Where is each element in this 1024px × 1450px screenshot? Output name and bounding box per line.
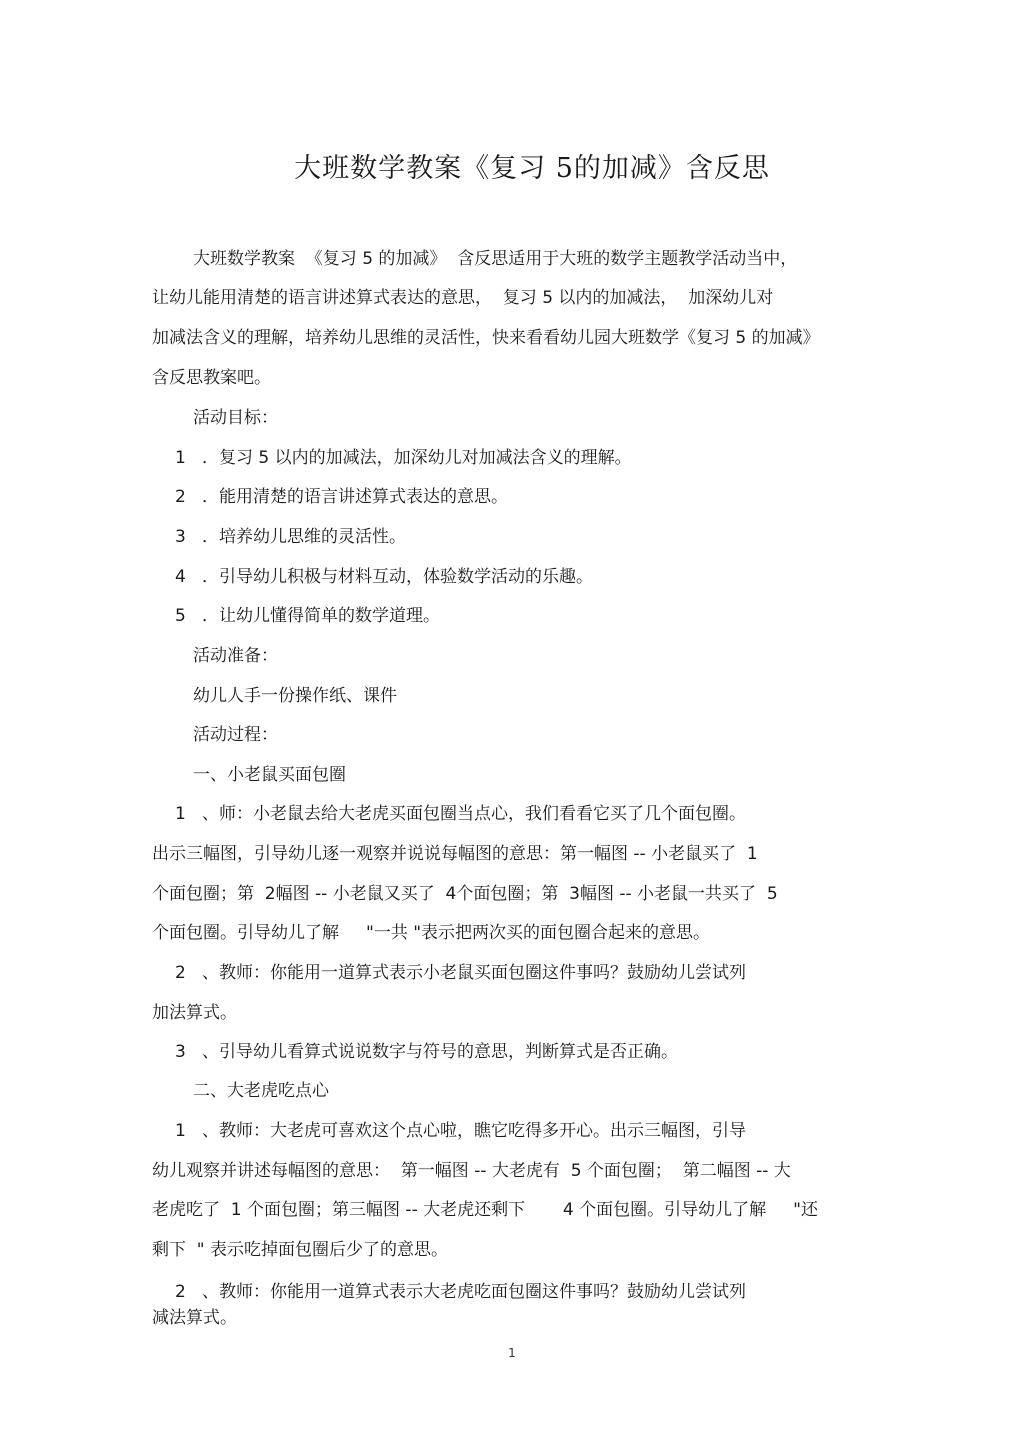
intro-line-4: 含反思教案吧。 (152, 368, 271, 388)
section1-step2-line-2: 加法算式。 (152, 1003, 237, 1023)
section2-step2-line-1: 2 、教师：你能用一道算式表示大老虎吃面包圈这件事吗？鼓励幼儿尝试列 (175, 1282, 747, 1302)
goal-item-5: 5 ．让幼儿懂得简单的数学道理。 (175, 606, 441, 626)
document-title: 大班数学教案《复习 5的加减》含反思 (294, 153, 770, 184)
goal-item-1: 1 ．复习 5 以内的加减法，加深幼儿对加减法含义的理解。 (175, 448, 632, 468)
section2-step1-line-4: 剩下 " 表示吃掉面包圈后少了的意思。 (152, 1240, 449, 1260)
section1-step1-line-1: 1 、师：小老鼠去给大老虎买面包圈当点心，我们看看它买了几个面包圈。 (175, 804, 747, 824)
section1-step2-line-1: 2 、教师：你能用一道算式表示小老鼠买面包圈这件事吗？鼓励幼儿尝试列 (175, 963, 747, 983)
section1-step3: 3 、引导幼儿看算式说说数字与符号的意思，判断算式是否正确。 (175, 1042, 679, 1062)
intro-line-3: 加减法含义的理解，培养幼儿思维的灵活性，快来看看幼儿园大班数学《复习 5 的加减》 (152, 328, 820, 348)
intro-line-1: 大班数学教案 《复习 5 的加减》 含反思适用于大班的数学主题教学活动当中， (193, 249, 798, 269)
section1-step1-line-4: 个面包圈。引导幼儿了解 "一共 "表示把两次买的面包圈合起来的意思。 (152, 923, 711, 943)
section1-heading: 一、小老鼠买面包圈 (193, 765, 346, 785)
goals-heading: 活动目标： (193, 408, 278, 428)
goal-item-2: 2 ．能用清楚的语言讲述算式表达的意思。 (175, 487, 509, 507)
intro-line-2: 让幼儿能用清楚的语言讲述算式表达的意思， 复习 5 以内的加减法， 加深幼儿对 (152, 288, 774, 308)
page-number: 1 (508, 1346, 516, 1360)
section1-step1-line-3: 个面包圈；第 2幅图 -- 小老鼠又买了 4个面包圈；第 3幅图 -- 小老鼠一共买了 5 (152, 884, 778, 904)
process-heading: 活动过程： (193, 725, 278, 745)
goal-item-4: 4 ．引导幼儿积极与材料互动，体验数学活动的乐趣。 (175, 567, 594, 587)
goal-item-3: 3 ．培养幼儿思维的灵活性。 (175, 527, 407, 547)
section2-step1-line-1: 1 、教师：大老虎可喜欢这个点心啦，瞧它吃得多开心。出示三幅图，引导 (175, 1121, 747, 1141)
section2-step1-line-3: 老虎吃了 1 个面包圈；第三幅图 -- 大老虎还剩下 4 个面包圈。引导幼儿了解 "还 (152, 1200, 818, 1220)
section2-heading: 二、大老虎吃点心 (193, 1081, 329, 1101)
section2-step1-line-2: 幼儿观察并讲述每幅图的意思： 第一幅图 -- 大老虎有 5 个面包圈； 第二幅图 -- 大 (152, 1161, 791, 1181)
section2-step2-line-2: 减法算式。 (152, 1308, 237, 1328)
section1-step1-line-2: 出示三幅图，引导幼儿逐一观察并说说每幅图的意思：第一幅图 -- 小老鼠买了 1 (152, 844, 758, 864)
prep-text: 幼儿人手一份操作纸、课件 (193, 686, 397, 706)
prep-heading: 活动准备： (193, 646, 278, 666)
